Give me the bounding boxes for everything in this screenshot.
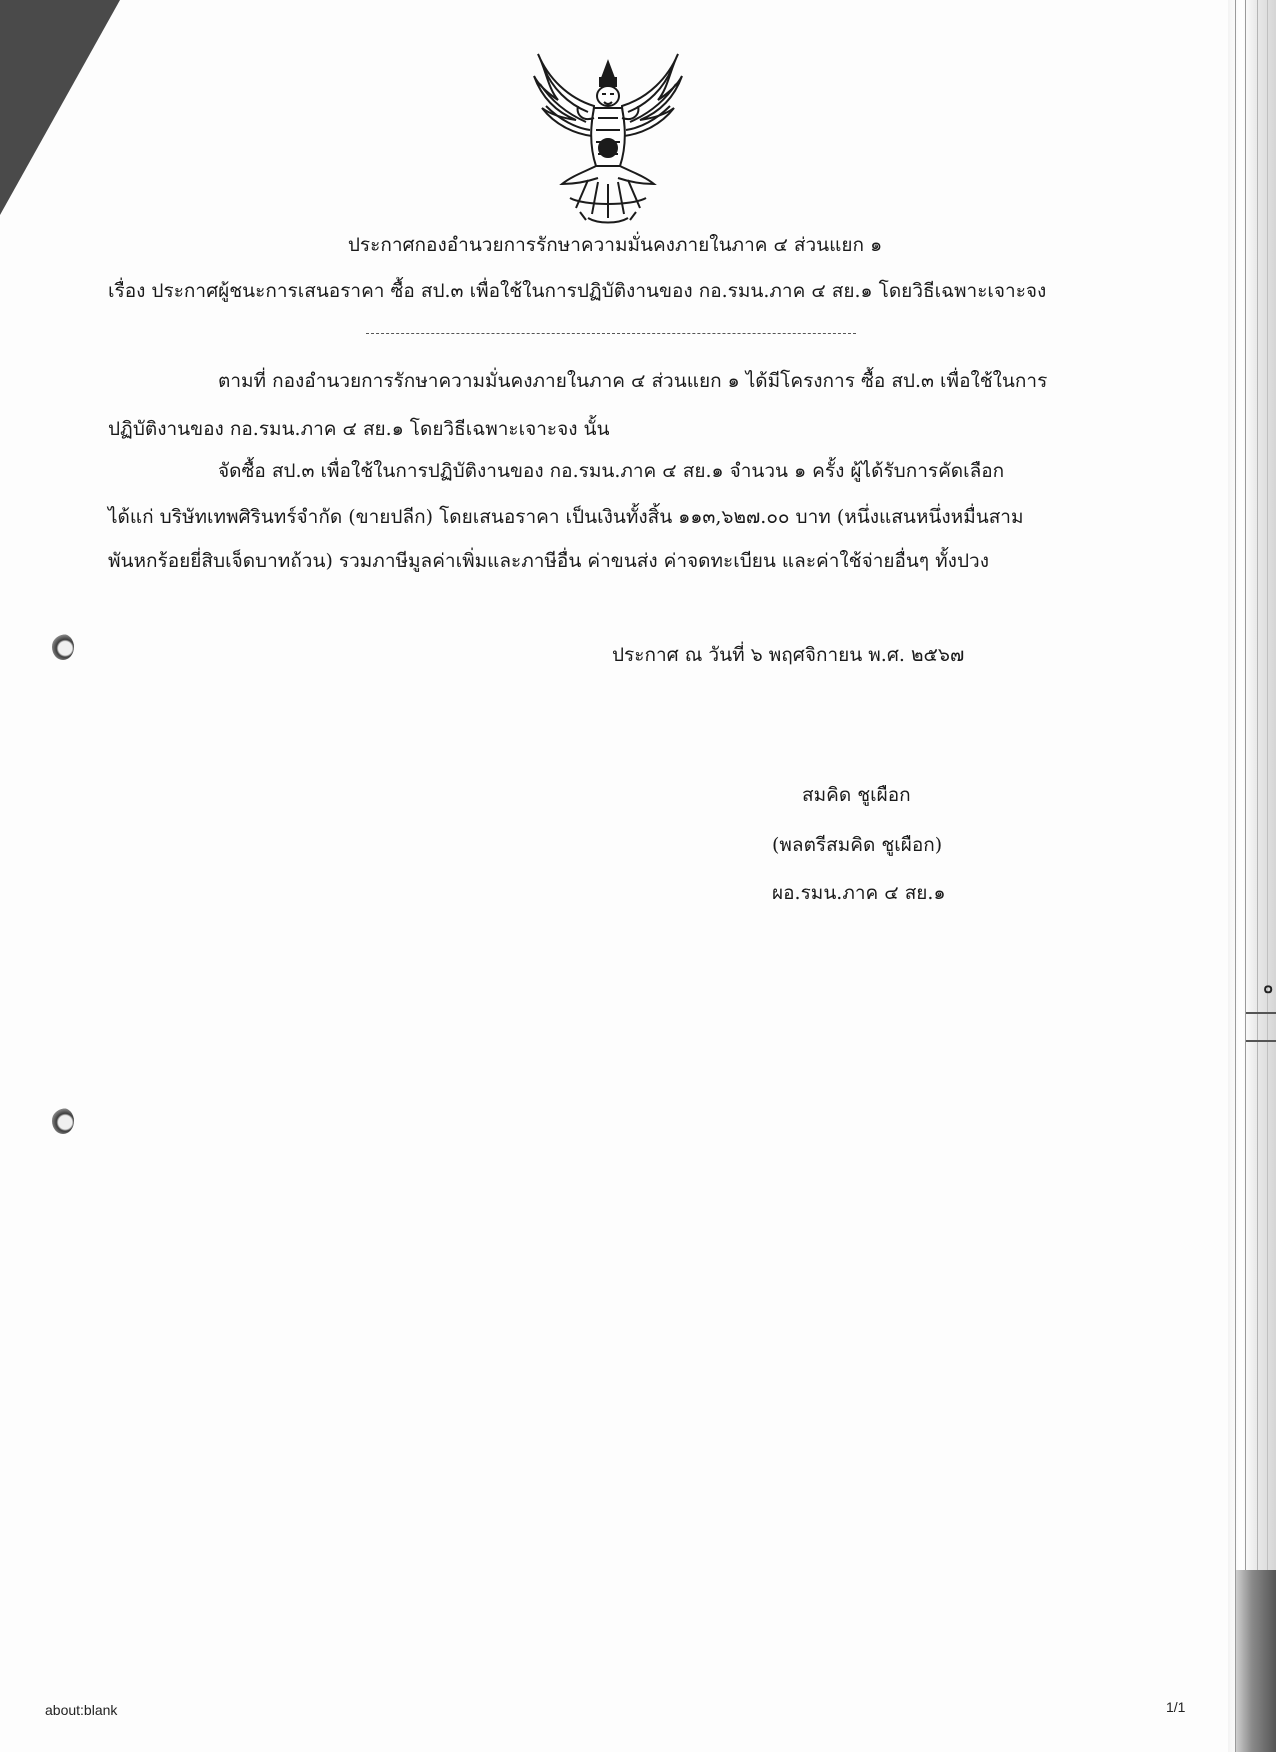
paper-stack-line xyxy=(1267,0,1268,1752)
print-footer-page-number: 1/1 xyxy=(1166,1699,1186,1715)
announcement-date: ประกาศ ณ วันที่ ๖ พฤศจิกายน พ.ศ. ๒๕๖๗ xyxy=(612,644,965,666)
edge-text-fragment: ๐ xyxy=(1263,980,1274,997)
punch-hole xyxy=(52,634,74,660)
body-paragraph-line: ปฏิบัติงานของ กอ.รมน.ภาค ๔ สย.๑ โดยวิธีเฉพาะเจาะจง นั้น xyxy=(108,418,610,440)
announcement-subject: เรื่อง ประกาศผู้ชนะการเสนอราคา ซื้อ สป.๓ เพื่อใช้ในการปฏิบัติงานของ กอ.รมน.ภาค ๔ สย.๑ โดยวิธีเฉพาะเจาะจง xyxy=(108,280,1047,302)
signature-name: สมคิด ชูเผือก xyxy=(802,784,911,806)
body-paragraph-line: ตามที่ กองอำนวยการรักษาความมั่นคงภายในภาค ๔ ส่วนแยก ๑ ได้มีโครงการ ซื้อ สป.๓ เพื่อใช้ในการ xyxy=(218,370,1048,392)
body-paragraph-line: จัดซื้อ สป.๓ เพื่อใช้ในการปฏิบัติงานของ กอ.รมน.ภาค ๔ สย.๑ จำนวน ๑ ครั้ง ผู้ได้รับการคัดเลือก xyxy=(218,460,1005,482)
dashed-separator xyxy=(366,333,856,334)
paper-stack-line xyxy=(1257,0,1258,1752)
garuda-emblem-icon xyxy=(528,48,688,228)
print-footer-url: about:blank xyxy=(45,1702,118,1718)
paper-stack-line xyxy=(1235,0,1236,1752)
paper-stack-shadow xyxy=(1236,1570,1276,1752)
signatory-position: ผอ.รมน.ภาค ๔ สย.๑ xyxy=(772,882,946,904)
edge-rule xyxy=(1246,1012,1276,1014)
announcement-heading: ประกาศกองอำนวยการรักษาความมั่นคงภายในภาค ๔ ส่วนแยก ๑ xyxy=(347,234,883,256)
signatory-full-name: (พลตรีสมคิด ชูเผือก) xyxy=(772,834,943,856)
body-paragraph-line: พันหกร้อยยี่สิบเจ็ดบาทถ้วน) รวมภาษีมูลค่าเพิ่มและภาษีอื่น ค่าขนส่ง ค่าจดทะเบียน และค่าใช้จ่ายอื่นๆ ทั้งปวง xyxy=(108,550,989,572)
scan-corner-shadow xyxy=(0,0,120,215)
edge-rule xyxy=(1246,1040,1276,1042)
punch-hole xyxy=(52,1108,74,1134)
body-paragraph-line: ได้แก่ บริษัทเทพศิรินทร์จำกัด (ขายปลีก) โดยเสนอราคา เป็นเงินทั้งสิ้น ๑๑๓,๖๒๗.๐๐ บาท (หนึ่งแสนหนึ่งหมื่นสาม xyxy=(108,506,1024,528)
paper-stack-line xyxy=(1245,0,1246,1752)
